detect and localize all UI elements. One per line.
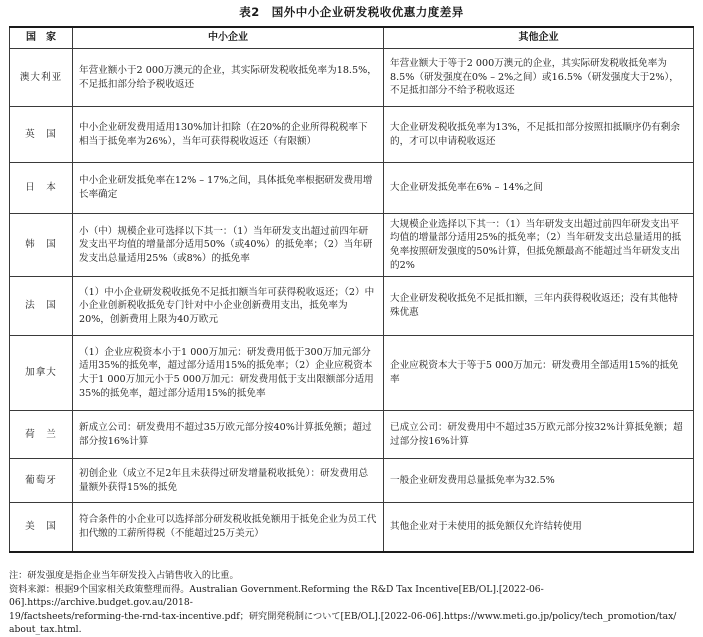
sme-cell: 符合条件的小企业可以选择部分研发税收抵免额用于抵免企业为员工代扣代缴的工薪所得税（不能超过25万美元） (73, 503, 384, 552)
other-cell: 大规模企业选择以下其一：（1）当年研发支出超过前四年研发支出平均值的增量部分适用25%的抵免率；（2）当年研发支出总量适用的抵免率按照研发强度的50%计算，但抵免额最高不能超过当年研发支出的2% (384, 214, 694, 277)
sme-cell: （1）企业应税资本小于1 000万加元：研发费用低于300万加元部分适用35%的抵免率，超过部分适用15%的抵免率；（2）企业应税资本大于1 000万加元小于5 000万加元：研发费用低于支出限额部分适用35%的抵免率，超过部分适用15%的抵免率 (73, 336, 384, 411)
country-cell: 英 国 (10, 107, 73, 163)
country-cell: 澳大利亚 (10, 49, 73, 107)
table-row (10, 503, 694, 552)
table-notes (9, 569, 695, 637)
header-other: 其他企业 (384, 27, 694, 49)
sme-cell: 新成立公司：研发费用不超过35万欧元部分按40%计算抵免额；超过部分按16%计算 (73, 411, 384, 459)
sme-cell: 初创企业（成立不足2年且未获得过研发增量税收抵免）：研发费用总量额外获得15%的抵免 (73, 459, 384, 503)
country-cell: 加拿大 (10, 336, 73, 411)
country-cell: 日 本 (10, 163, 73, 214)
sme-cell: 中小企业研发抵免率在12% – 17%之间，具体抵免率根据研发费用增长率确定 (73, 163, 384, 214)
other-cell: 其他企业对于未使用的抵免额仅允许结转使用 (384, 503, 694, 552)
table-row (10, 214, 694, 277)
sme-cell: 年营业额小于2 000万澳元的企业，其实际研发税收抵免率为18.5%，不足抵扣部分给予税收返还 (73, 49, 384, 107)
other-cell: 已成立公司：研发费用中不超过35万欧元部分按32%计算抵免额；超过部分按16%计算 (384, 411, 694, 459)
note-text: 注：研发强度是指企业当年研发投入占销售收入的比重。 (9, 570, 239, 581)
table-row (10, 336, 694, 411)
country-cell: 荷 兰 (10, 411, 73, 459)
tax-incentive-table (9, 26, 694, 553)
source-line: 资料来源：根据9个国家相关政策整理而得。Australian Government.Reforming the R&D Tax Incentive[EB/OL].[2022-06-06].https://archive.budget.gov.au/2018- (9, 583, 544, 608)
sme-cell: 小（中）规模企业可选择以下其一：（1）当年研发支出超过前四年研发支出平均值的增量部分适用50%（或40%）的抵免率；（2）当年研发支出总量适用25%（或8%）的抵免率 (73, 214, 384, 277)
other-cell: 大企业研发税收抵免不足抵扣额，三年内获得税收返还；没有其他特殊优惠 (384, 277, 694, 336)
country-cell: 美 国 (10, 503, 73, 552)
other-cell: 企业应税资本大于等于5 000万加元：研发费用全部适用15%的抵免率 (384, 336, 694, 411)
source-line: 19/factsheets/reforming-the-rnd-tax-incentive.pdf；研究開発税制について[EB/OL].[2022-06-06].https://www.meti.go.jp/policy/tech_promotion/tax/ (9, 610, 677, 622)
table-row (10, 107, 694, 163)
table-row (10, 277, 694, 336)
sme-cell: （1）中小企业研发税收抵免不足抵扣额当年可获得税收返还；（2）中小企业创新税收抵免专门针对中小企业创新费用支出，抵免率为20%，创新费用上限为40万欧元 (73, 277, 384, 336)
other-cell: 一般企业研发费用总量抵免率为32.5% (384, 459, 694, 503)
sme-cell: 中小企业研发费用适用130%加计扣除（在20%的企业所得税税率下相当于抵免率为26%），当年可获得税收返还（有限额） (73, 107, 384, 163)
other-cell: 大企业研发抵免率在6% – 14%之间 (384, 163, 694, 214)
other-cell: 大企业研发税收抵免率为13%，不足抵扣部分按照扣抵顺序仍有剩余的，才可以申请税收返还 (384, 107, 694, 163)
country-cell: 法 国 (10, 277, 73, 336)
table-row (10, 411, 694, 459)
table-row (10, 163, 694, 214)
table-row (10, 459, 694, 503)
header-country: 国 家 (10, 27, 73, 49)
table-row (10, 49, 694, 107)
country-cell: 葡萄牙 (10, 459, 73, 503)
table-header-row (10, 27, 694, 49)
header-sme: 中小企业 (73, 27, 384, 49)
other-cell: 年营业额大于等于2 000万澳元的企业，其实际研发税收抵免率为8.5%（研发强度在0% – 2%之间）或16.5%（研发强度大于2%），不足抵扣部分不给予税收返还 (384, 49, 694, 107)
source-line: about_tax.html. (9, 624, 82, 635)
table-title: 表2 国外中小企业研发税收优惠力度差异 (239, 5, 464, 19)
country-cell: 韩 国 (10, 214, 73, 277)
